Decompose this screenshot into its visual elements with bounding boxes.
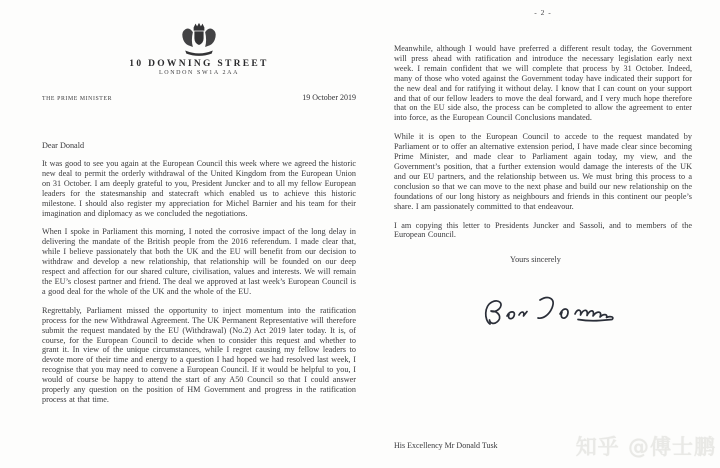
closing-salutation: Yours sincerely [510, 255, 561, 265]
letter-date: 19 October 2019 [302, 93, 356, 102]
signature [480, 290, 620, 336]
page-2-content [394, 0, 692, 264]
page1-paragraph-3: Regrettably, Parliament missed the opportunity to inject momentum into the ratification process for the new Withdrawal Agreement. The UK Permanent Representative will therefore submit the request mandated by the EU (Withdrawal) (No.2) Act 2019 later today. It is, of course, for the European Council to decide when to consider this request and whether to grant it. In view of the unique circumstances, while I regret causing my fellow leaders to devote more of their time and energy to a question I had hoped we had resolved last week, I recognise that you may need to convene a European Council. If it would be helpful to you, I would of course be happy to attend the start of any A50 Council so that I could answer properly any question on the position of HM Government and progress in the ratification process at that time. [42, 305, 356, 404]
recipient-line: His Excellency Mr Donald Tusk [394, 441, 498, 450]
sender-title: THE PRIME MINISTER [42, 96, 113, 102]
page-1-content [42, 0, 356, 405]
watermark: 知乎 @傅士鹏 [575, 435, 716, 459]
letterhead-postcode: LONDON SW1A 2AA [159, 70, 239, 76]
page2-paragraph-2: While it is open to the European Council to accede to the request mandated by Parliament or to offer an alternative extension period, I have made clear since becoming Prime Minister, and made clear to Parliament again today, my view, and the Government’s position, that a further extension would damage the interests of the UK and our EU partners, and the relationship between us. We must bring this process to a conclusion so that we can move to the next phase and build our new relationship on the foundations of our long history as neighbours and friends in this continent our people’s share. I am passionately committed to that endeavour. [394, 132, 692, 211]
page1-paragraph-1: It was good to see you again at the European Council this week where we agreed the historic new deal to permit the orderly withdrawal of the United Kingdom from the European Union on 31 October. I am deeply grateful to you, President Juncker and to all my fellow European leaders for the statesmanship and statecraft which enabled us to achieve this historic milestone. I should also register my appreciation for Michel Barnier and his team for their imagination and diplomacy as we concluded the negotiations. [42, 159, 356, 218]
royal-crest-icon [176, 22, 222, 56]
page1-paragraph-2: When I spoke in Parliament this morning, I noted the corrosive impact of the long delay in delivering the mandate of the British people from the 2016 referendum. I made clear that, while I believe passionately that both the UK and the EU will benefit from our decision to withdraw and develop a new relationship, that relationship will be founded on our deep respect and affection for our shared culture, civilisation, values and interests. We will remain the EU’s closest partner and friend. The deal we approved at last week’s European Council is a good deal for the whole of the UK and the whole of the EU. [42, 227, 356, 296]
letter-page-2 [380, 0, 720, 468]
letterhead [42, 0, 356, 76]
page-number: - 2 - [534, 8, 552, 17]
page2-paragraph-1: Meanwhile, although I would have preferred a different result today, the Government will press ahead with ratification and introduce the necessary legislation early next week. I remain confident that we will complete that process by 31 October. Indeed, many of those who voted against the Government today have indicated their support for the new deal and for ratifying it without delay. I know that I can count on your support and that of our fellow leaders to move the deal forward, and I very much hope therefore that on the EU side also, the process can be completed to allow the agreement to enter into force, as the European Council Conclusions mandated. [394, 44, 692, 123]
letterhead-address: 10 DOWNING STREET [129, 59, 269, 69]
letter-meta-row [42, 93, 356, 102]
salutation: Dear Donald [42, 141, 85, 150]
page2-paragraph-3: I am copying this letter to Presidents Juncker and Sassoli, and to members of the European Council. [394, 220, 692, 240]
